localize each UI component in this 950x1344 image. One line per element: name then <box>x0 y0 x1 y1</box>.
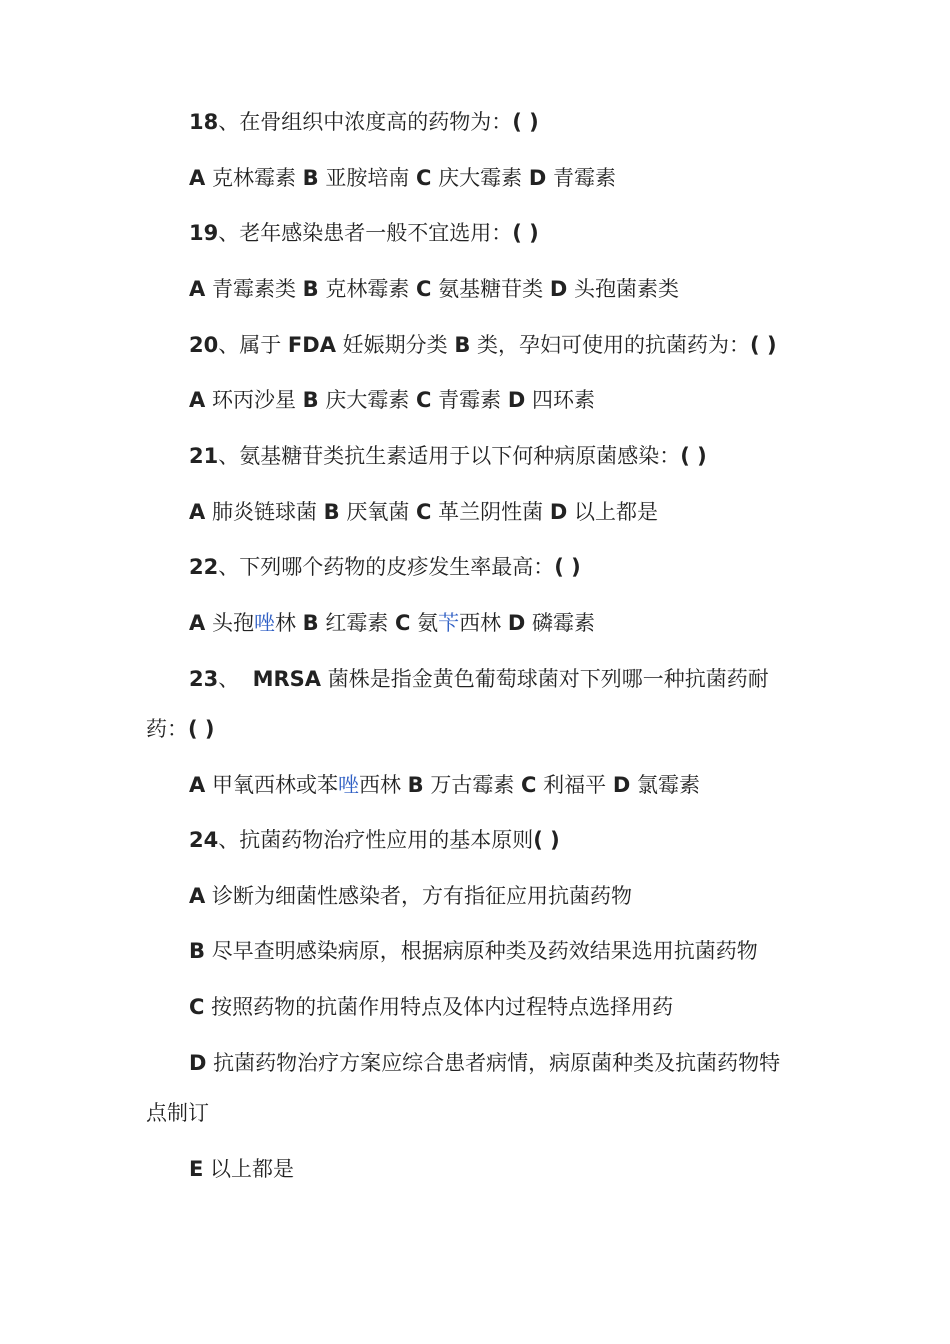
option-text: 磷霉素 <box>531 611 595 635</box>
option-letter: C <box>416 166 432 190</box>
question-number: 18 <box>189 110 219 134</box>
mrsa-label: MRSA <box>252 667 322 691</box>
highlighted-char: 苄 <box>438 611 460 635</box>
option-letter: B <box>302 611 319 635</box>
option-letter: A <box>189 884 206 908</box>
question-23-continued <box>146 715 215 743</box>
options-20 <box>189 386 595 414</box>
option-letter: C <box>416 277 432 301</box>
question-text: 、下列哪个药物的皮疹发生率最高： <box>218 555 555 579</box>
option-text: 四环素 <box>531 388 595 412</box>
option-text: 以上都是 <box>573 500 658 524</box>
question-19 <box>189 219 539 247</box>
question-21 <box>189 442 707 470</box>
question-number: 20 <box>189 333 219 357</box>
question-text: 、老年感染患者一般不宜选用： <box>218 221 513 245</box>
question-number: 24 <box>189 828 219 852</box>
option-24-b <box>189 937 758 965</box>
question-number: 23 <box>189 667 219 691</box>
question-24 <box>189 826 560 854</box>
option-letter: A <box>189 611 206 635</box>
highlighted-char: 唑 <box>337 773 359 797</box>
options-23 <box>189 771 700 799</box>
option-letter: B <box>302 277 319 301</box>
question-separator: 、 <box>218 667 240 691</box>
option-letter: B <box>302 166 319 190</box>
option-letter: C <box>416 500 432 524</box>
highlighted-char: 唑 <box>253 611 275 635</box>
question-23 <box>189 665 769 693</box>
question-text: 、属于 <box>218 333 282 357</box>
options-19 <box>189 275 679 303</box>
question-text: 药： <box>146 717 188 741</box>
option-24-e <box>189 1155 294 1183</box>
question-text: 类，孕妇可使用的抗菌药为： <box>477 333 751 357</box>
option-letter: D <box>528 166 547 190</box>
option-text: 庆大霉素 <box>325 388 410 412</box>
option-text: 以上都是 <box>210 1157 295 1181</box>
question-text: 菌株是指金黄色葡萄球菌对下列哪一种抗菌药耐 <box>327 667 769 691</box>
question-text: 、在骨组织中浓度高的药物为： <box>218 110 513 134</box>
question-20 <box>189 331 777 359</box>
option-letter: E <box>189 1157 204 1181</box>
option-24-d <box>189 1049 780 1077</box>
answer-blank: ( ) <box>512 221 539 245</box>
option-text: 诊断为细菌性感染者，方有指征应用抗菌药物 <box>211 884 632 908</box>
option-text: 点制订 <box>146 1101 209 1125</box>
option-24-d-continued <box>146 1099 209 1127</box>
options-18 <box>189 164 616 192</box>
option-letter: D <box>507 388 526 412</box>
option-text: 环丙沙星 <box>211 388 296 412</box>
option-text: 亚胺培南 <box>325 166 410 190</box>
option-text: 万古霉素 <box>430 773 515 797</box>
option-letter: D <box>189 1051 207 1075</box>
answer-blank: ( ) <box>680 444 707 468</box>
option-text: 甲氧西林或苯 <box>211 773 338 797</box>
option-text: 抗菌药物治疗方案应综合患者病情，病原菌种类及抗菌药物特 <box>213 1051 781 1075</box>
option-letter: D <box>612 773 631 797</box>
option-letter: C <box>189 995 205 1019</box>
option-text: 利福平 <box>543 773 607 797</box>
option-letter: D <box>507 611 526 635</box>
category-letter: B <box>454 333 471 357</box>
question-text: 、氨基糖苷类抗生素适用于以下何种病原菌感染： <box>218 444 681 468</box>
question-number: 21 <box>189 444 219 468</box>
question-text: 妊娠期分类 <box>342 333 448 357</box>
option-letter: A <box>189 277 206 301</box>
question-18 <box>189 108 539 136</box>
option-text: 林 <box>274 611 296 635</box>
option-letter: A <box>189 773 206 797</box>
option-24-a <box>189 882 632 910</box>
option-letter: A <box>189 166 206 190</box>
option-letter: B <box>302 388 319 412</box>
option-text: 红霉素 <box>325 611 389 635</box>
option-letter: D <box>549 277 568 301</box>
option-text: 氨基糖苷类 <box>438 277 544 301</box>
options-22 <box>189 609 595 637</box>
question-22 <box>189 553 581 581</box>
option-letter: D <box>549 500 568 524</box>
option-letter: C <box>416 388 432 412</box>
option-text: 革兰阴性菌 <box>438 500 544 524</box>
option-text: 厌氧菌 <box>346 500 410 524</box>
question-number: 19 <box>189 221 219 245</box>
option-text: 西林 <box>459 611 502 635</box>
option-text: 尽早查明感染病原，根据病原种类及药效结果选用抗菌药物 <box>211 939 758 963</box>
option-text: 头孢菌素类 <box>573 277 679 301</box>
options-21 <box>189 498 658 526</box>
option-text: 青霉素 <box>552 166 616 190</box>
option-text: 氨 <box>417 611 439 635</box>
answer-blank: ( ) <box>554 555 581 579</box>
option-text: 克林霉素 <box>325 277 410 301</box>
option-24-c <box>189 993 673 1021</box>
option-letter: C <box>521 773 537 797</box>
answer-blank: ( ) <box>533 828 560 852</box>
option-letter: C <box>395 611 411 635</box>
option-letter: A <box>189 388 206 412</box>
fda-label: FDA <box>287 333 336 357</box>
answer-blank: ( ) <box>512 110 539 134</box>
option-text: 青霉素类 <box>211 277 296 301</box>
answer-blank: ( ) <box>750 333 777 357</box>
option-text: 克林霉素 <box>211 166 296 190</box>
question-text: 、抗菌药物治疗性应用的基本原则 <box>218 828 534 852</box>
option-text: 头孢 <box>211 611 254 635</box>
option-text: 肺炎链球菌 <box>211 500 317 524</box>
option-letter: B <box>407 773 424 797</box>
option-text: 青霉素 <box>438 388 502 412</box>
question-number: 22 <box>189 555 219 579</box>
answer-blank: ( ) <box>188 717 215 741</box>
option-text: 按照药物的抗菌作用特点及体内过程特点选择用药 <box>211 995 674 1019</box>
option-letter: B <box>189 939 206 963</box>
option-text: 氯霉素 <box>636 773 700 797</box>
option-letter: A <box>189 500 206 524</box>
option-text: 西林 <box>358 773 401 797</box>
option-text: 庆大霉素 <box>438 166 523 190</box>
option-letter: B <box>323 500 340 524</box>
